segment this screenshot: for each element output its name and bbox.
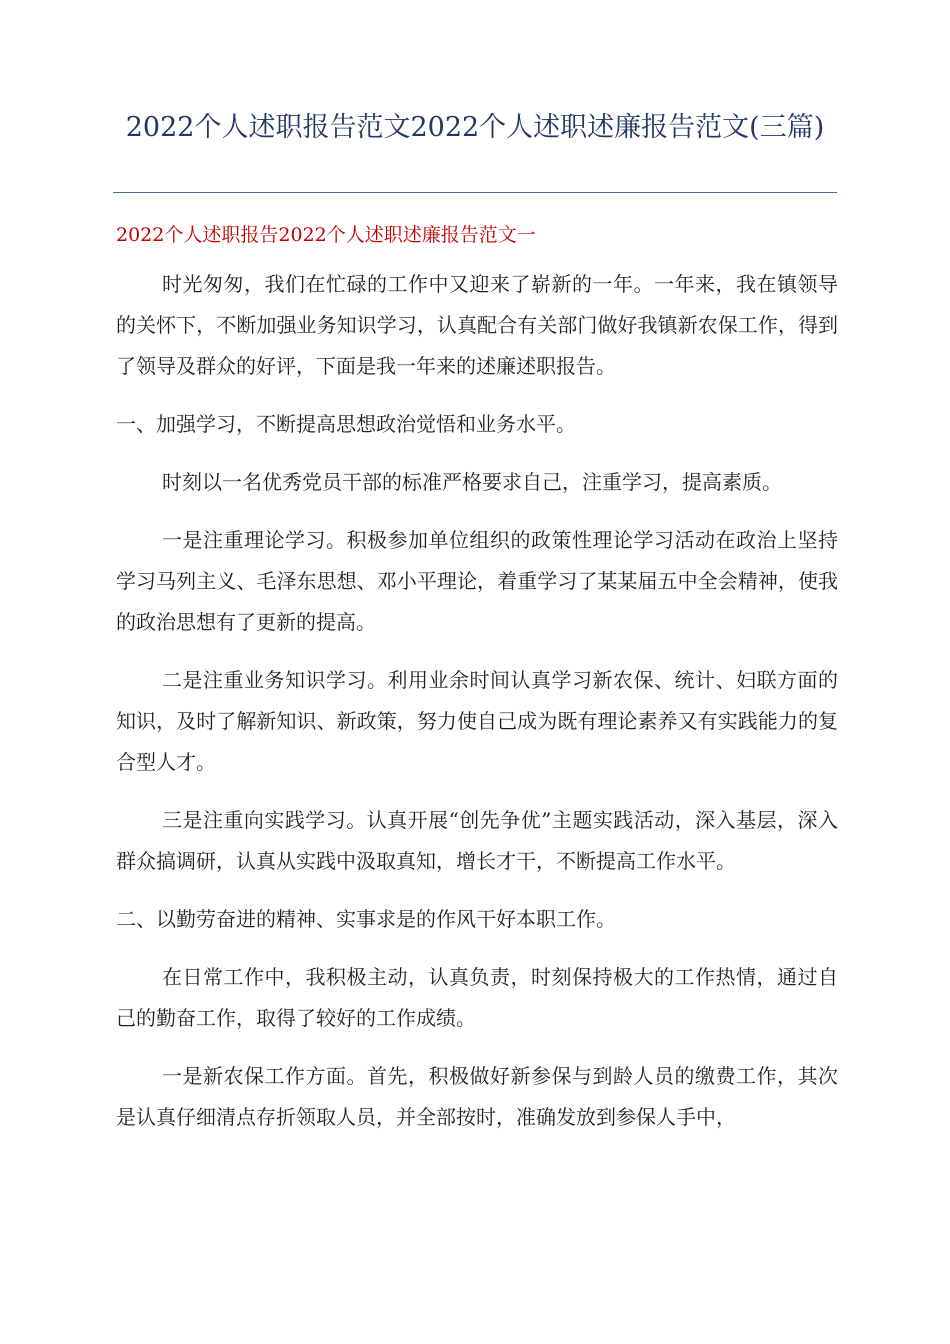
paragraph-heading-2: 二、以勤劳奋进的精神、实事求是的作风干好本职工作。	[116, 907, 616, 931]
paragraph: 三是注重向实践学习。认真开展“创先争优”主题实践活动，深入基层，深入群众搞调研，认真从实践中汲取真知，增长才干，不断提高工作水平。	[116, 808, 838, 873]
title-divider	[113, 192, 837, 193]
paragraph-intro: 时光匆匆，我们在忙碌的工作中又迎来了崭新的一年。一年来，我在镇领导的关怀下，不断加强业务知识学习，认真配合有关部门做好我镇新农保工作，得到了领导及群众的好评，下面是我一年来的述廉述职报告。	[116, 272, 838, 378]
paragraph: 一是新农保工作方面。首先，积极做好新参保与到龄人员的缴费工作，其次是认真仔细清点存折领取人员，并全部按时，准确发放到参保人手中，	[116, 1064, 838, 1129]
section-heading: 2022个人述职报告2022个人述职述廉报告范文一	[116, 224, 536, 246]
document-title: 2022个人述职报告范文2022个人述职述廉报告范文(三篇)	[125, 112, 825, 143]
paragraph: 在日常工作中，我积极主动，认真负责，时刻保持极大的工作热情，通过自己的勤奋工作，取得了较好的工作成绩。	[116, 965, 838, 1030]
paragraph: 二是注重业务知识学习。利用业余时间认真学习新农保、统计、妇联方面的知识，及时了解新知识、新政策，努力使自己成为既有理论素养又有实践能力的复合型人才。	[116, 668, 838, 774]
paragraph: 一是注重理论学习。积极参加单位组织的政策性理论学习活动在政治上坚持学习马列主义、毛泽东思想、邓小平理论，着重学习了某某届五中全会精神，使我的政治思想有了更新的提高。	[116, 528, 838, 634]
paragraph-heading-1: 一、加强学习，不断提高思想政治觉悟和业务水平。	[116, 412, 576, 436]
document-body	[116, 264, 838, 1155]
paragraph: 时刻以一名优秀党员干部的标准严格要求自己，注重学习，提高素质。	[162, 470, 782, 494]
